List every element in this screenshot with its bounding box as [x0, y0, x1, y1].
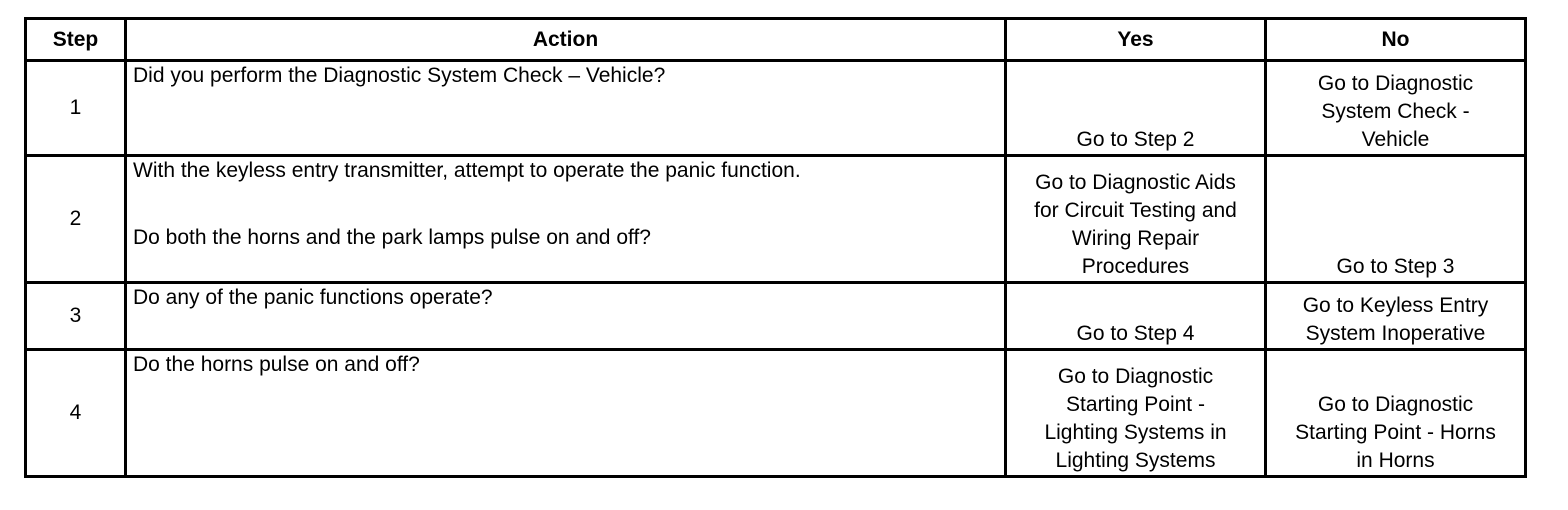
yes-text: Wiring Repair: [1071, 227, 1200, 250]
no-cell: [1266, 61, 1526, 156]
yes-cell: [1006, 350, 1266, 477]
no-text: in Horns: [1356, 449, 1435, 472]
yes-cell: [1006, 61, 1266, 156]
yes-text: for Circuit Testing and: [1034, 199, 1237, 222]
no-text: Go to Keyless Entry: [1302, 294, 1489, 317]
action-text: Do the horns pulse on and off?: [133, 353, 420, 376]
header-no: No: [1266, 19, 1526, 61]
no-text: System Check -: [1321, 100, 1470, 123]
step-number: 1: [26, 61, 126, 156]
header-yes: Yes: [1006, 19, 1266, 61]
yes-text: Go to Diagnostic Aids: [1035, 171, 1236, 194]
action-text: Do both the horns and the park lamps pulse on and off?: [133, 226, 651, 249]
header-action: Action: [126, 19, 1006, 61]
step-number: 2: [26, 156, 126, 283]
header-step: Step: [26, 19, 126, 61]
paragraph-gap: [133, 185, 998, 224]
no-text: Go to Step 3: [1336, 255, 1455, 278]
step-number: 3: [26, 283, 126, 350]
action-cell: [126, 283, 1006, 350]
action-text: With the keyless entry transmitter, attempt to operate the panic function.: [133, 159, 801, 182]
no-text: Go to Diagnostic: [1317, 72, 1474, 95]
action-cell: [126, 350, 1006, 477]
action-text: Do any of the panic functions operate?: [133, 286, 493, 309]
header-row: [26, 19, 1526, 61]
diagnostic-table: [24, 17, 1527, 478]
yes-cell: [1006, 283, 1266, 350]
yes-text: Lighting Systems: [1055, 449, 1216, 472]
table-row: [26, 61, 1526, 156]
yes-text: Starting Point -: [1066, 393, 1205, 416]
action-text: Did you perform the Diagnostic System Check – Vehicle?: [133, 64, 666, 87]
yes-text: Procedures: [1081, 255, 1190, 278]
action-cell: [126, 156, 1006, 283]
no-text: Starting Point - Horns: [1295, 421, 1496, 444]
no-text: Go to Diagnostic: [1317, 393, 1474, 416]
table-row: [26, 350, 1526, 477]
table-row: [26, 283, 1526, 350]
table-row: [26, 156, 1526, 283]
no-cell: [1266, 283, 1526, 350]
no-cell: [1266, 350, 1526, 477]
no-text: System Inoperative: [1305, 322, 1486, 345]
yes-text: Go to Step 2: [1076, 128, 1195, 151]
yes-text: Go to Diagnostic: [1057, 365, 1214, 388]
action-cell: [126, 61, 1006, 156]
no-cell: [1266, 156, 1526, 283]
step-number: 4: [26, 350, 126, 477]
yes-text: Go to Step 4: [1076, 322, 1195, 345]
yes-cell: [1006, 156, 1266, 283]
no-text: Vehicle: [1361, 128, 1430, 151]
yes-text: Lighting Systems in: [1044, 421, 1227, 444]
